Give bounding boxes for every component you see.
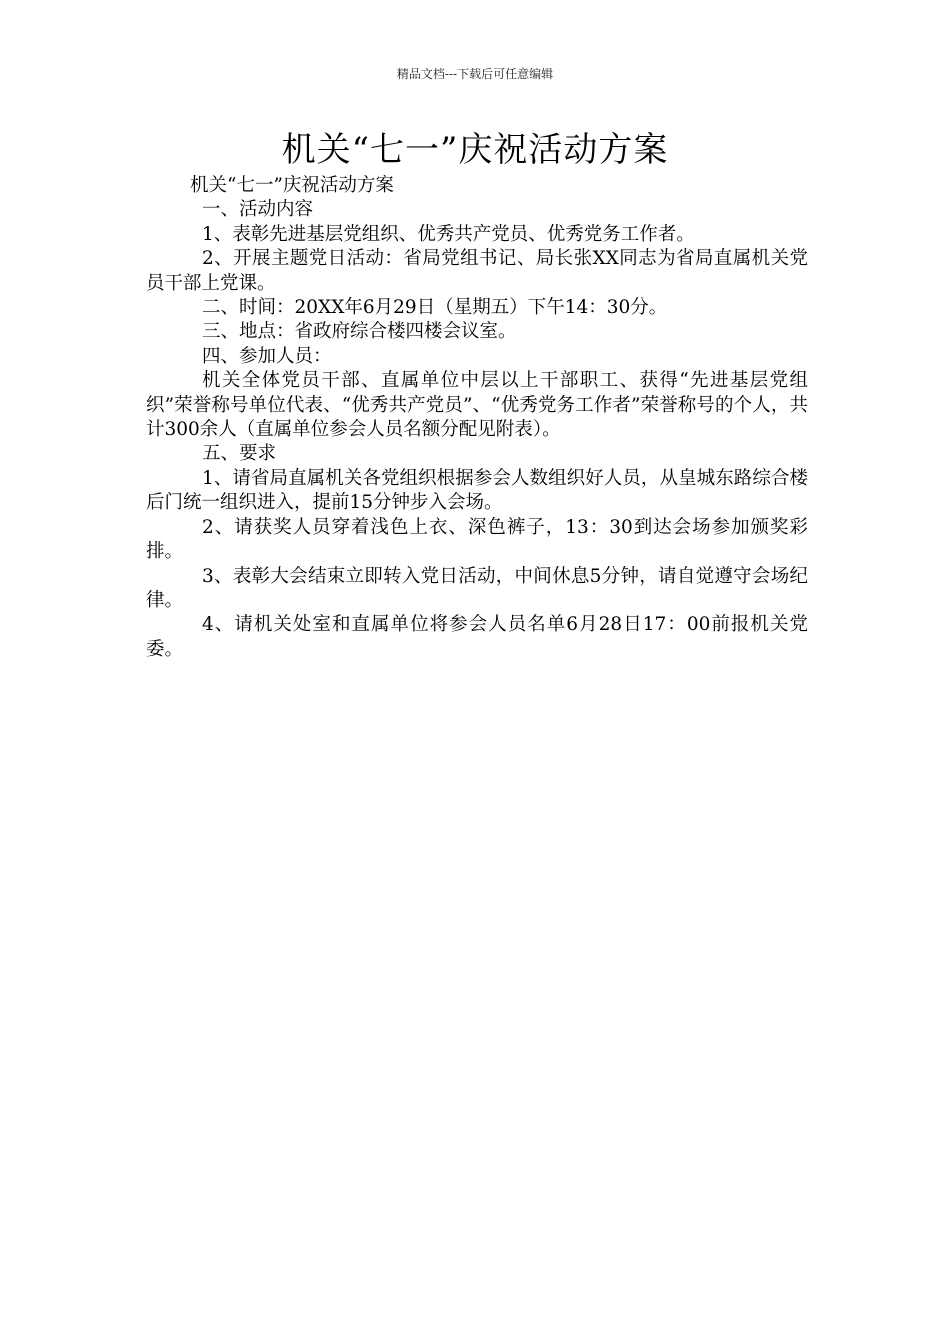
content-item-2: 2、开展主题党日活动：省局党组书记、局长张XX同志为省局直属机关党员干部上党课。 bbox=[146, 248, 808, 294]
document-title: 机关“七一”庆祝活动方案 bbox=[281, 130, 669, 170]
content-item-1: 1、表彰先进基层党组织、优秀共产党员、优秀党务工作者。 bbox=[202, 223, 695, 245]
section-time: 二、时间：20XX年6月29日（星期五）下午14：30分。 bbox=[202, 297, 668, 319]
section-location: 三、地点：省政府综合楼四楼会议室。 bbox=[202, 321, 517, 343]
section-heading-participants: 四、参加人员： bbox=[202, 345, 332, 367]
document-subtitle: 机关“七一”庆祝活动方案 bbox=[190, 175, 394, 196]
page-header: 精品文档---下载后可任意编辑 bbox=[396, 67, 554, 81]
requirement-item-2: 2、请获奖人员穿着浅色上衣、深色裤子，13：30到达会场参加颁奖彩排。 bbox=[146, 516, 808, 563]
requirement-item-3: 3、表彰大会结束立即转入党日活动，中间休息5分钟，请自觉遵守会场纪律。 bbox=[146, 565, 808, 611]
participants-paragraph: 机关全体党员干部、直属单位中层以上干部职工、获得“先进基层党组织”荣誉称号单位代表、“优秀共产党员”、“优秀党务工作者”荣誉称号的个人，共计300余人（直属单位参会人员名额分配见附表）。 bbox=[146, 370, 808, 441]
requirement-item-4: 4、请机关处室和直属单位将参会人员名单6月28日17：00前报机关党委。 bbox=[146, 614, 808, 660]
section-heading-requirements: 五、要求 bbox=[202, 443, 277, 465]
section-heading-content: 一、活动内容 bbox=[202, 199, 314, 221]
requirement-item-1: 1、请省局直属机关各党组织根据参会人数组织好人员，从皇城东路综合楼后门统一组织进入，提前15分钟步入会场。 bbox=[146, 467, 808, 514]
document-body bbox=[146, 174, 808, 662]
